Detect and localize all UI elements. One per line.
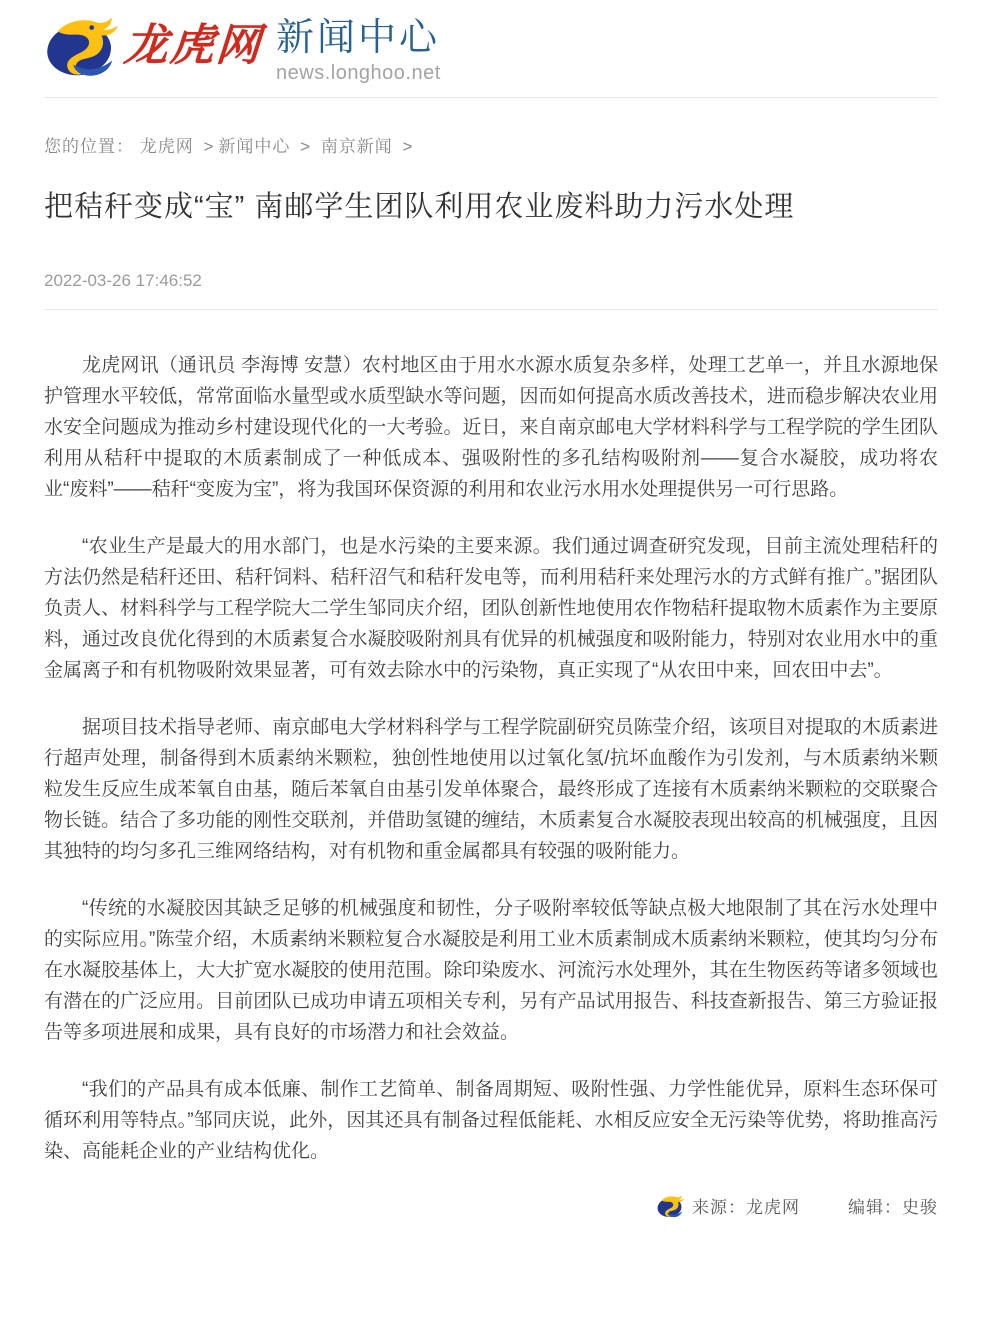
site-header	[44, 0, 938, 98]
article-publish-time: 2022-03-26 17:46:52	[44, 271, 938, 310]
article-footer	[44, 1193, 938, 1234]
section-domain: news.longhoo.net	[276, 62, 441, 84]
breadcrumb-prefix: 您的位置：	[44, 137, 134, 156]
article-title: 把秸秆变成“宝” 南邮学生团队利用农业废料助力污水处理	[44, 191, 795, 223]
article-body	[44, 350, 938, 1167]
breadcrumb-separator: >	[203, 137, 215, 156]
site-logo-link[interactable]	[44, 14, 262, 78]
article-paragraph: “农业生产是最大的用水部门，也是水污染的主要来源。我们通过调查研究发现，目前主流处理秸秆的方法仍然是秸秆还田、秸秆饲料、秸秆沼气和秸秆发电等，而利用秸秆来处理污水的方式鲜有推广。”据团队负责人、材料科学与工程学院大二学生邹同庆介绍，团队创新性地使用农作物秸秆提取物木质素作为主要原料，通过改良优化得到的木质素复合水凝胶吸附剂具有优异的机械强度和吸附能力，特别对农业用水中的重金属离子和有机物吸附效果显著，可有效去除水中的污染物，真正实现了“从农田中来，回农田中去”。	[44, 536, 938, 681]
breadcrumb-separator: >	[402, 137, 414, 156]
article-paragraph: 据项目技术指导老师、南京邮电大学材料科学与工程学院副研究员陈莹介绍，该项目对提取的木质素进行超声处理，制备得到木质素纳米颗粒，独创性地使用以过氧化氢/抗坏血酸作为引发剂，与木质素纳米颗粒发生反应生成苯氧自由基，随后苯氧自由基引发单体聚合，最终形成了连接有木质素纳米颗粒的交联聚合物长链。结合了多功能的刚性交联剂，并借助氢键的缠结，木质素复合水凝胶表现出较高的机械强度，且因其独特的均匀多孔三维网络结构，对有机物和重金属都具有较强的吸附能力。	[44, 717, 938, 862]
site-name-text: 龙虎网	[122, 21, 264, 70]
article-source: 来源：龙虎网	[692, 1198, 800, 1217]
article-editor: 编辑：史骏	[848, 1198, 938, 1217]
breadcrumb-item-news-center[interactable]: 新闻中心	[218, 137, 291, 156]
article-paragraph: “传统的水凝胶因其缺乏足够的机械强度和韧性，分子吸附率较低等缺点极大地限制了其在污水处理中的实际应用。”陈莹介绍，木质素纳米颗粒复合水凝胶是利用工业木质素制成木质素纳米颗粒，使其均匀分布在水凝胶基体上，大大扩宽水凝胶的使用范围。除印染废水、河流污水处理外，其在生物医药等诸多领域也有潜在的广泛应用。目前团队已成功申请五项相关专利，另有产品试用报告、科技查新报告、第三方验证报告等多项进展和成果，具有良好的市场潜力和社会效益。	[44, 898, 938, 1043]
breadcrumb	[44, 132, 938, 157]
section-title: 新闻中心	[276, 17, 441, 59]
breadcrumb-item-nanjing-news[interactable]: 南京新闻	[320, 137, 393, 156]
dragon-logo-icon-small	[656, 1194, 686, 1218]
breadcrumb-item-home[interactable]: 龙虎网	[139, 137, 194, 156]
dragon-logo-icon	[44, 14, 122, 78]
section-block	[276, 14, 441, 85]
article-paragraph: 龙虎网讯（通讯员 李海博 安慧）农村地区由于用水水源水质复杂多样，处理工艺单一，并且水源地保护管理水平较低，常常面临水量型或水质型缺水等问题，因而如何提高水质改善技术，进而稳步解决农业用水安全问题成为推动乡村建设现代化的一大考验。近日，来自南京邮电大学材料科学与工程学院的学生团队利用从秸秆中提取的木质素制成了一种低成本、强吸附性的多孔结构吸附剂——复合水凝胶，成功将农业“废料”——秸秆“变废为宝”，将为我国环保资源的利用和农业污水用水处理提供另一可行思路。	[44, 355, 938, 500]
breadcrumb-separator: >	[300, 137, 312, 156]
article-paragraph: “我们的产品具有成本低廉、制作工艺简单、制备周期短、吸附性强、力学性能优异，原料生态环保可循环利用等特点。”邹同庆说，此外，因其还具有制备过程低能耗、水相反应安全无污染等优势，将助推高污染、高能耗企业的产业结构优化。	[44, 1079, 938, 1162]
